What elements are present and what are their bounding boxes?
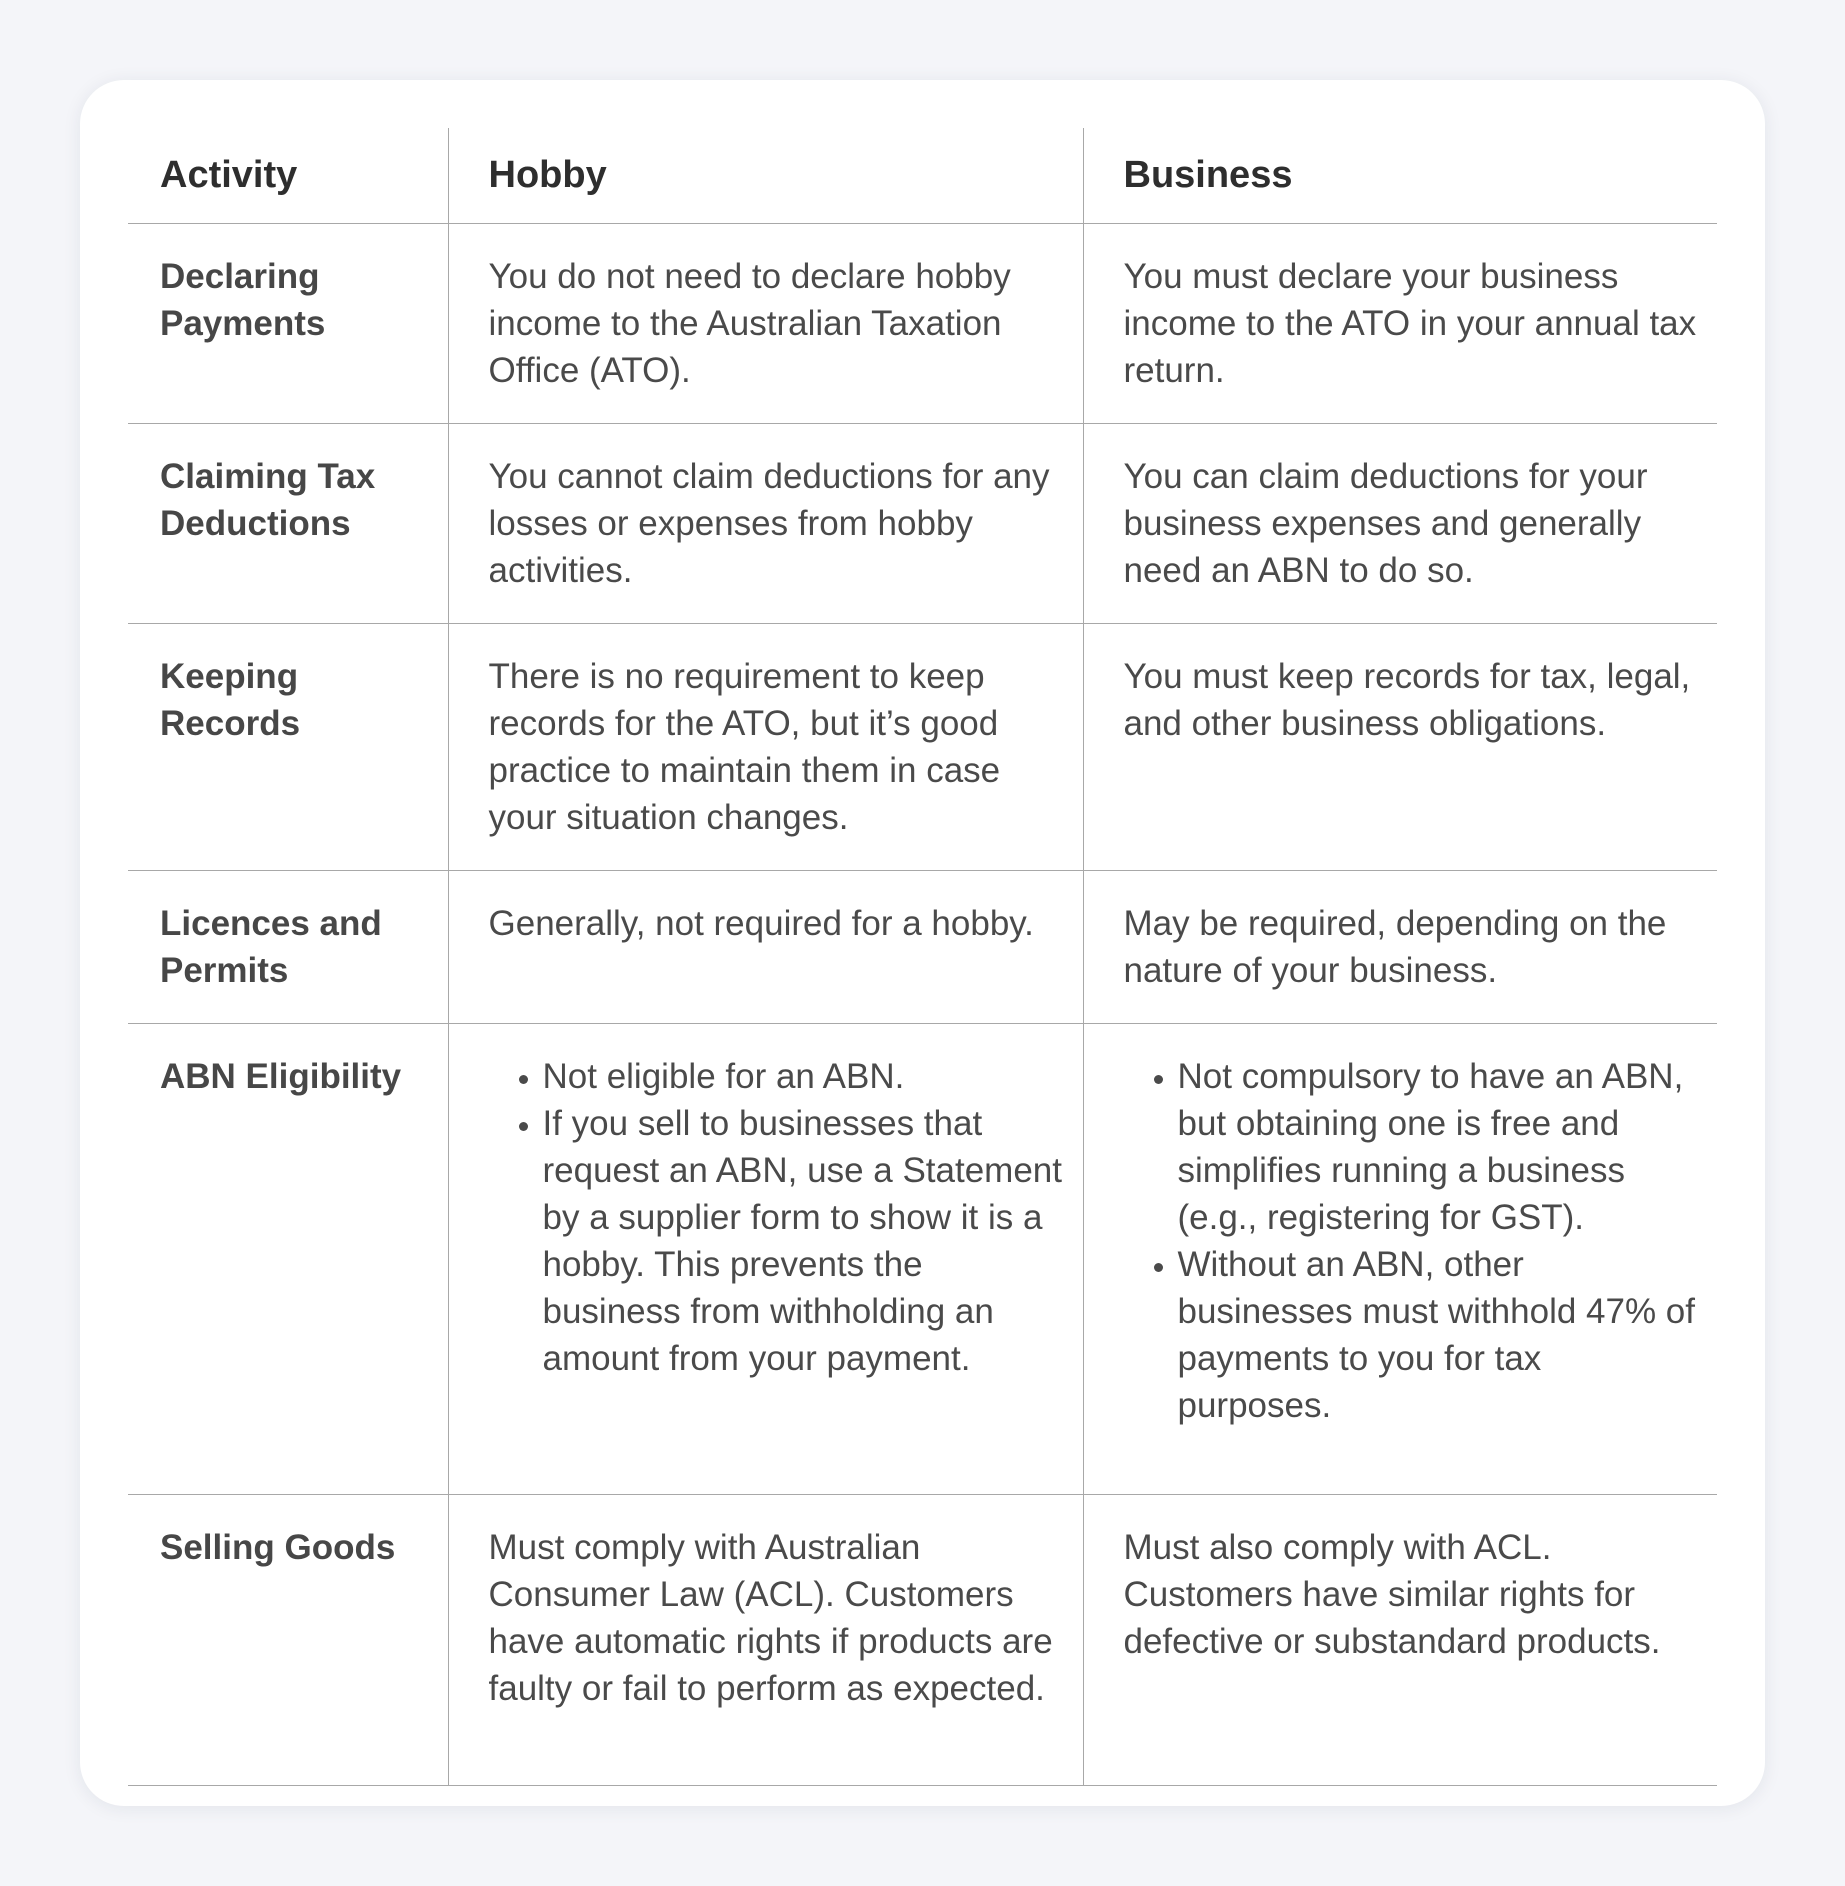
activity-cell: Claiming Tax Deductions xyxy=(128,423,448,623)
hobby-bullet-list xyxy=(489,1053,1063,1382)
hobby-cell: Generally, not required for a hobby. xyxy=(448,870,1083,1023)
header-business: Business xyxy=(1083,128,1717,223)
hobby-cell xyxy=(448,1023,1083,1494)
activity-cell: ABN Eligibility xyxy=(128,1023,448,1494)
business-bullet-list xyxy=(1124,1053,1698,1429)
list-item: • Not compulsory to have an ABN, but obtaining one is free and simplifies running a business (e.g., registering for GST). xyxy=(1178,1053,1698,1241)
hobby-cell: There is no requirement to keep records for the ATO, but it’s good practice to maintain them in case your situation changes. xyxy=(448,623,1083,870)
activity-cell: Declaring Payments xyxy=(128,223,448,423)
business-cell xyxy=(1083,1023,1717,1494)
hobby-cell: You do not need to declare hobby income to the Australian Taxation Office (ATO). xyxy=(448,223,1083,423)
hobby-cell: You cannot claim deductions for any losses or expenses from hobby activities. xyxy=(448,423,1083,623)
business-cell: May be required, depending on the nature of your business. xyxy=(1083,870,1717,1023)
business-cell: Must also comply with ACL. Customers have similar rights for defective or substandard products. xyxy=(1083,1494,1717,1785)
business-cell: You must declare your business income to the ATO in your annual tax return. xyxy=(1083,223,1717,423)
hobby-cell: Must comply with Australian Consumer Law (ACL). Customers have automatic rights if products are faulty or fail to perform as expected. xyxy=(448,1494,1083,1785)
table-header-row xyxy=(128,128,1717,223)
table-row-claiming-tax-deductions xyxy=(128,423,1717,623)
table-row-declaring-payments xyxy=(128,223,1717,423)
header-hobby: Hobby xyxy=(448,128,1083,223)
activity-cell: Selling Goods xyxy=(128,1494,448,1785)
list-item: • Without an ABN, other businesses must withhold 47% of payments to you for tax purposes. xyxy=(1178,1241,1698,1429)
list-item: • Not eligible for an ABN. xyxy=(543,1053,1063,1100)
business-cell: You must keep records for tax, legal, and other business obligations. xyxy=(1083,623,1717,870)
header-activity: Activity xyxy=(128,128,448,223)
list-item: • If you sell to businesses that request an ABN, use a Statement by a supplier form to show it is a hobby. This prevents the business from withholding an amount from your payment. xyxy=(543,1100,1063,1382)
table-row-licences-and-permits xyxy=(128,870,1717,1023)
hobby-vs-business-table xyxy=(128,128,1717,1786)
table-row-selling-goods xyxy=(128,1494,1717,1785)
activity-cell: Keeping Records xyxy=(128,623,448,870)
comparison-card xyxy=(80,80,1765,1806)
table-row-keeping-records xyxy=(128,623,1717,870)
business-cell: You can claim deductions for your business expenses and generally need an ABN to do so. xyxy=(1083,423,1717,623)
table-row-abn-eligibility xyxy=(128,1023,1717,1494)
activity-cell: Licences and Permits xyxy=(128,870,448,1023)
